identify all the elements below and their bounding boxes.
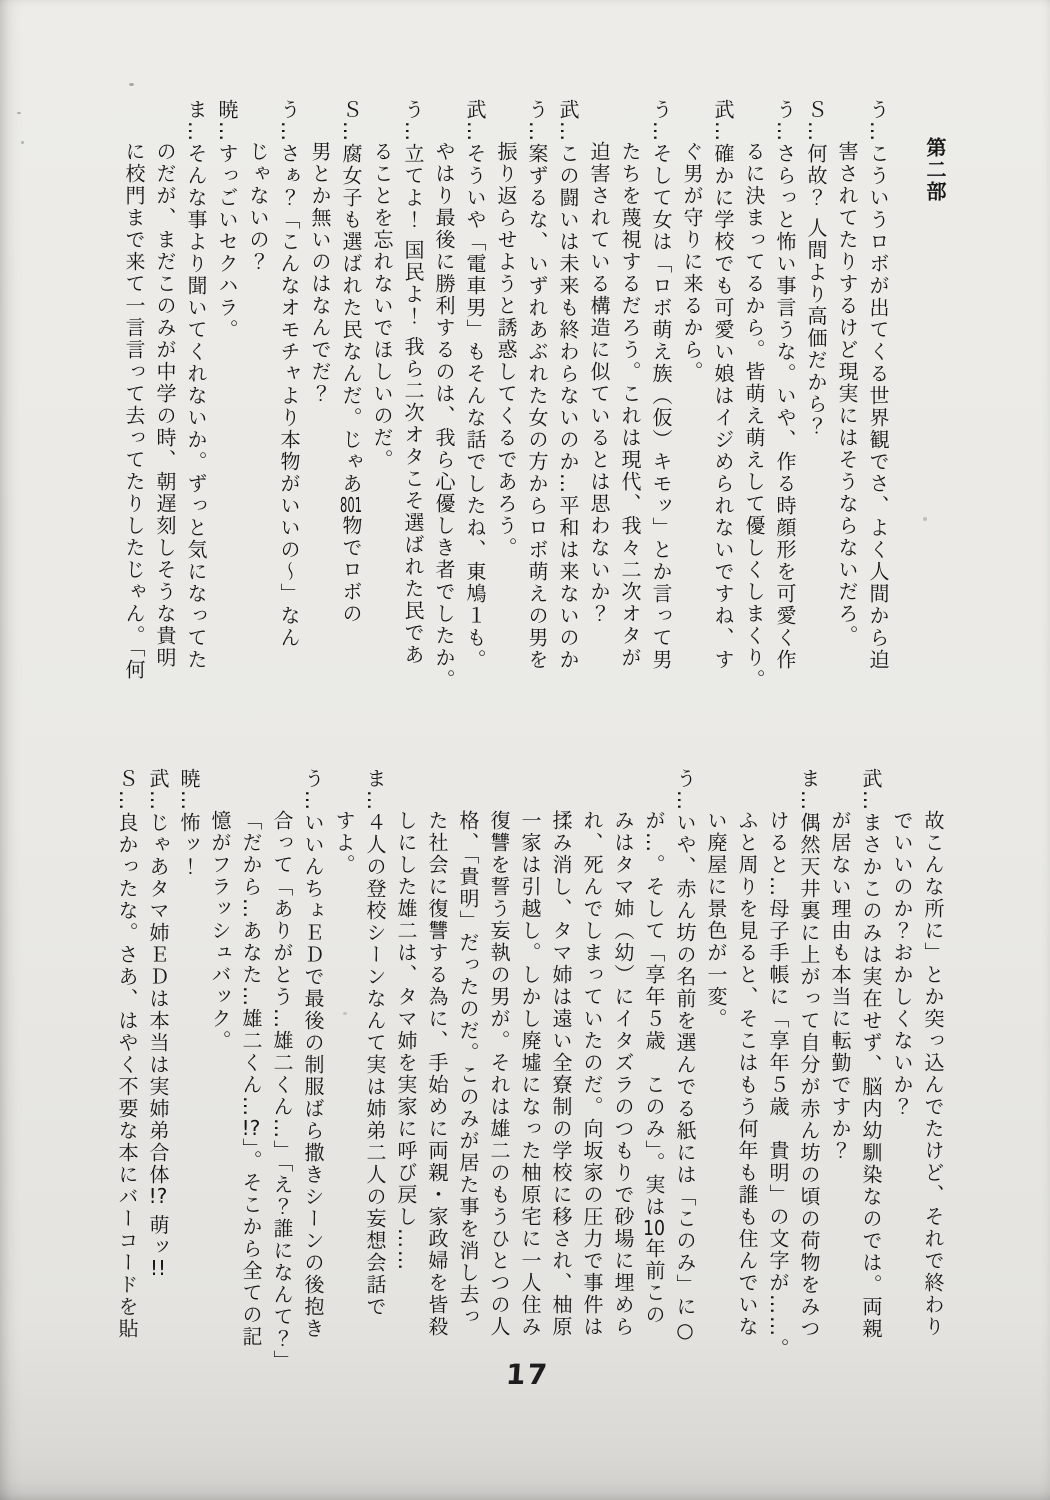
text-column: う…こういうロボが出てくる世界観でさ、よく人間から迫 [866, 99, 890, 671]
text-column: 振り返らせようと誘惑してくるであろう。 [494, 141, 518, 559]
text-column: う…案ずるな、いずれあぶれた女の方からロボ萌えの男を [525, 99, 549, 671]
text-column: 復讐を誓う妄執の男が。それは雄二のもうひとつの人 [487, 810, 511, 1338]
text-column: ま…４人の登校シーンなんて実は姉弟二人の妄想会話で [363, 768, 387, 1318]
text-column: 合って「ありがとう…雄二くん…」「え？誰になんて？」 [270, 810, 294, 1372]
text-column: Ｓ…良かったな。さあ、はやく不要な本にバーコードを貼 [115, 768, 139, 1340]
text-column: ぐ男が守りに来るから。 [680, 141, 704, 383]
text-column: ることを忘れないでほしいのだ。 [370, 141, 394, 471]
text-column: 「だから…あなた…雄二くん…!?」。そこから全ての記 [239, 810, 263, 1348]
section-heading: 第二部 [923, 137, 947, 203]
text-column: 武…そういや「電車男」もそんな話でしたね、東鳩１も。 [463, 99, 487, 671]
text-column: 男とか無いのはなんでだ？ [308, 141, 332, 405]
text-column: 故こんな所に」とか突っ込んでたけど、それで終わり [921, 810, 945, 1338]
text-column: Ｓ…腐女子も選ばれた民なんだ。じゃあ801物でロボの [339, 99, 363, 625]
text-column: けると…母子手帳に「享年５歳 貴明」の文字が……。 [766, 810, 790, 1360]
text-column: みはタマ姉（幼）にイタズラのつもりで砂場に埋めら [611, 810, 635, 1338]
text-column: たちを蔑視するだろう。これは現代、我々二次オタが [618, 141, 642, 669]
text-column: い廃屋に景色が一変。 [704, 810, 728, 1030]
text-column: 暁…怖ッ！ [177, 768, 201, 878]
scan-speck [21, 141, 24, 144]
text-column: 害されてたりするけど現実にはそうならないだろ。 [835, 141, 859, 647]
text-column: う…立てよ！ 国民よ！ 我ら二次オタこそ選ばれた民であ [401, 99, 425, 666]
text-column: う…そして女は「ロボ萌え族（仮）キモッ」とか言って男 [649, 99, 673, 671]
text-column: やはり最後に勝利するのは、我ら心優しき者でしたか。 [432, 141, 456, 691]
text-column: るに決まってるから。皆萌え萌えして優しくしまくり。 [742, 141, 766, 691]
text-column: う…いいんちょＥＤで最後の制服ばら撒きシーンの後抱き [301, 768, 325, 1340]
text-column: ま…偶然天井裏に上がって自分が赤ん坊の頃の荷物をみつ [797, 768, 821, 1340]
text-column: のだが、まだこのみが中学の時、朝遅刻しそうな貴明 [153, 141, 177, 669]
text-column: 武…確かに学校でも可愛い娘はイジめられないですね、す [711, 99, 735, 671]
text-block-top [118, 99, 950, 691]
text-column: すよ。 [332, 810, 356, 876]
text-column: が…。そして「享年５歳 このみ」。実は10年前この [642, 810, 666, 1326]
text-column: れ、死んでしまっていたのだ。向坂家の圧力で事件は [580, 810, 604, 1338]
text-column: 暁…すっごいセクハラ。 [215, 99, 239, 341]
text-column: た社会に復讐する為に、手始めに両親・家政婦を皆殺 [425, 810, 449, 1338]
text-column: 武…まさかこのみは実在せず、脳内幼馴染なのでは。両親 [859, 768, 883, 1340]
text-column: Ｓ…何故？ 人間より高価だから？ [804, 99, 828, 438]
text-column: う…さらっと怖い事言うな。いや、作る時顔形を可愛く作 [773, 99, 797, 671]
text-column: う…いや、赤ん坊の名前を選んでる紙には「このみ」に○ [673, 768, 697, 1344]
text-column: ま…そんな事より聞いてくれないか。ずっと気になってた [184, 99, 208, 671]
text-column: 迫害されている構造に似ているとは思わないか？ [587, 141, 611, 625]
text-column: 一家は引越し。しかし廃墟になった柚原宅に一人住み [518, 810, 542, 1338]
text-column: ふと周りを見ると、そこはもう何年も誰も住んでいな [735, 810, 759, 1338]
text-column: に校門まで来て一言言って去ってたりしたじゃん。「何 [122, 141, 146, 681]
text-block-bottom [111, 768, 948, 1372]
text-column: しにした雄二は、タマ姉を実家に呼び戻し…… [394, 810, 418, 1272]
text-column: じゃないの？ [246, 141, 270, 273]
text-column: でいいのか？おかしくないか？ [890, 810, 914, 1118]
text-column: う…さぁ？「こんなオモチャより本物がいいの～」なん [277, 99, 301, 649]
text-column: 武…この闘いは未来も終わらないのか…平和は来ないのか [556, 99, 580, 671]
text-column: 憶がフラッシュバック。 [208, 810, 232, 1052]
text-column: 格、「貴明」だったのだ。このみが居た事を消し去っ [456, 810, 480, 1328]
scan-speck [17, 112, 21, 114]
text-column: 揉み消し、タマ姉は遠い全寮制の学校に移され、柚原 [549, 810, 573, 1338]
page-number: 17 [504, 1358, 551, 1391]
text-column: 武…じゃあタマ姉ＥＤは本当は実姉弟合体!? 萌ッ!! [146, 768, 170, 1279]
text-column: が居ない理由も本当に転勤ですか？ [828, 810, 852, 1162]
scan-speck [129, 83, 134, 86]
